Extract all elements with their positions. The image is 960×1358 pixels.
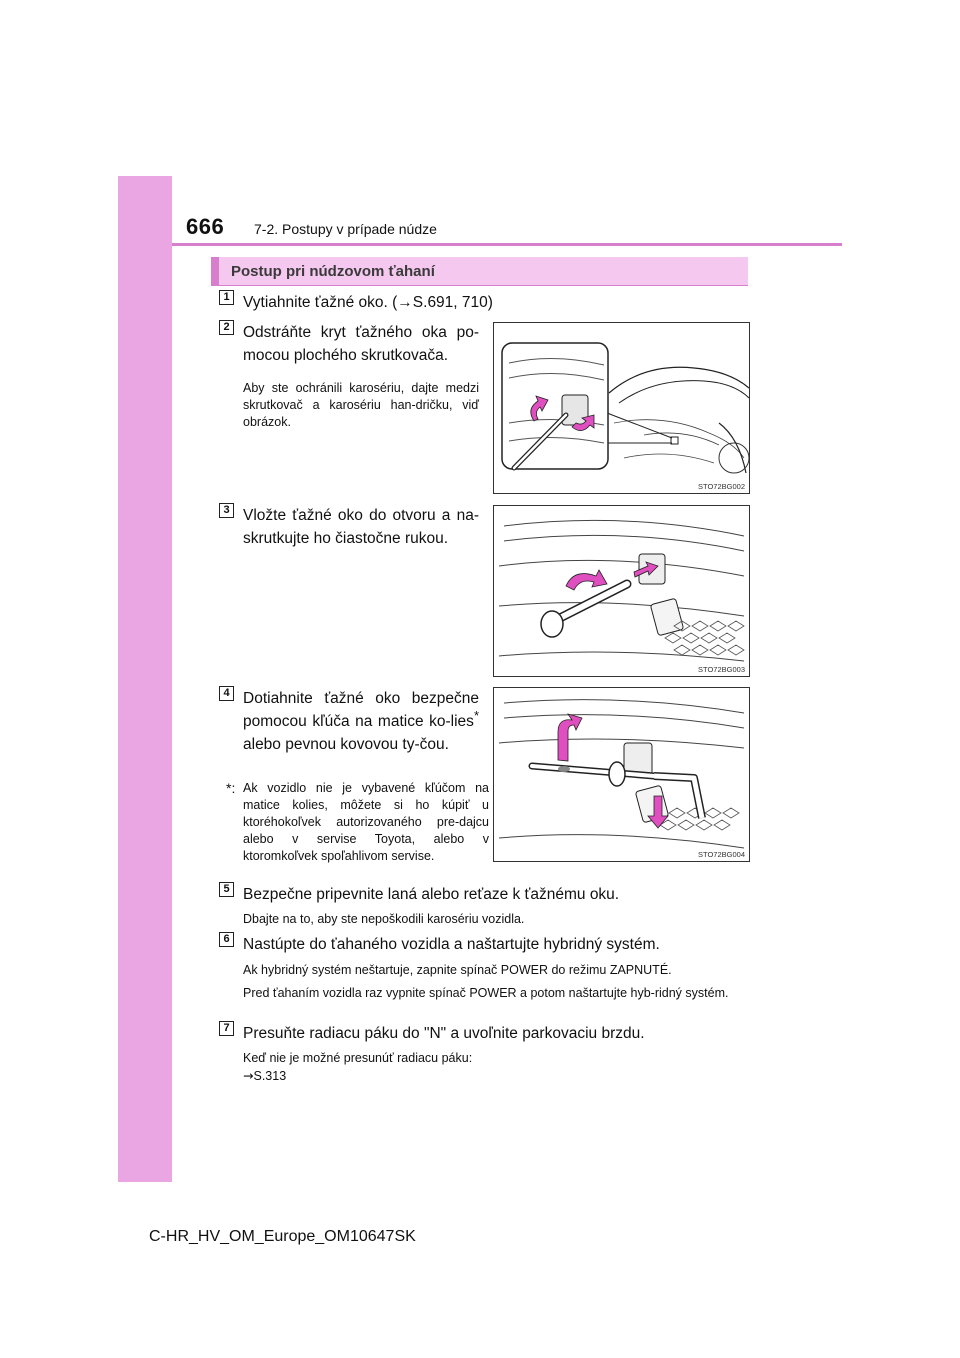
- step-2-note: Aby ste ochránili karosériu, dajte medzi skrutkovač a karosériu han-dričku, viď obrázok.: [243, 381, 479, 429]
- step-number-3: 3: [219, 503, 234, 518]
- footnote-marker: *:: [226, 780, 236, 796]
- step-number-5: 5: [219, 882, 234, 897]
- step-number-4: 4: [219, 686, 234, 701]
- section-title: 7-2. Postupy v prípade núdze: [254, 221, 437, 237]
- step-number-1: 1: [219, 290, 234, 305]
- figure-tow-eye-tightening: [493, 687, 750, 862]
- step-4-text: [243, 687, 479, 756]
- step-4-asterisk: *: [473, 707, 479, 723]
- step-number-2: 2: [219, 320, 234, 335]
- cover-removal-drawing: [494, 323, 750, 494]
- figure-code-3: STO72BG004: [698, 850, 745, 859]
- step-6-note: Ak hybridný systém neštartuje, zapnite spínač POWER do režimu ZAPNUTÉ.: [243, 963, 672, 977]
- step-6-note-2: Pred ťahaním vozidla raz vypnite spínač POWER a potom naštartujte hyb-ridný systém.: [243, 986, 729, 1000]
- step-6-text: Nastúpte do ťahaného vozidla a naštartujte hybridný systém.: [243, 936, 660, 953]
- figure-tow-eye-insertion: [493, 505, 750, 677]
- step-7-text: Presuňte radiacu páku do "N" a uvoľnite parkovaciu brzdu.: [243, 1025, 645, 1042]
- step-number-6: 6: [219, 932, 234, 947]
- figure-code-1: STO72BG002: [698, 482, 745, 491]
- heading-rule: [211, 285, 748, 286]
- document-footer: C-HR_HV_OM_Europe_OM10647SK: [149, 1228, 416, 1245]
- chapter-sidebar-tab: [118, 176, 172, 1182]
- tow-eye-insertion-drawing: [494, 506, 750, 677]
- step-4-text-main: Dotiahnite ťažné oko bezpečne pomocou kľúča na matice ko-lies: [243, 690, 479, 730]
- figure-cover-removal: [493, 322, 750, 494]
- procedure-heading-text: Postup pri núdzovom ťahaní: [231, 263, 435, 280]
- header-rule: [172, 243, 842, 246]
- step-5-note: Dbajte na to, aby ste nepoškodili karosériu vozidla.: [243, 912, 525, 926]
- step-7-note: Keď nie je možné presunúť radiacu páku:: [243, 1051, 473, 1065]
- step-4-footnote: Ak vozidlo nie je vybavené kľúčom na matice kolies, môžete si ho kúpiť u ktoréhokoľvek autorizovaného pre-dajcu alebo v servise Toyota, alebo v ktoromkoľvek spoľahlivom servise.: [243, 781, 489, 863]
- step-3-text: Vložte ťažné oko do otvoru a na-skrutkujte ho čiastočne rukou.: [243, 507, 479, 547]
- step-7-page-ref: [243, 1067, 443, 1085]
- step-4-text-tail: alebo pevnou kovovou ty-čou.: [243, 736, 449, 753]
- procedure-heading: [211, 257, 748, 285]
- right-arrow-icon: →: [243, 1068, 254, 1083]
- tow-eye-tightening-drawing: [494, 688, 750, 862]
- step-7-ref-text: S.313: [253, 1069, 287, 1083]
- figure-code-2: STO72BG003: [698, 665, 745, 674]
- step-1-text: Vytiahnite ťažné oko. (→S.691, 710): [243, 294, 493, 311]
- step-5-text: Bezpečne pripevnite laná alebo reťaze k ťažnému oku.: [243, 886, 620, 903]
- page-number: 666: [186, 214, 225, 239]
- step-number-7: 7: [219, 1021, 234, 1036]
- step-2-text: Odstráňte kryt ťažného oka po-mocou plochého skrutkovača.: [243, 324, 479, 364]
